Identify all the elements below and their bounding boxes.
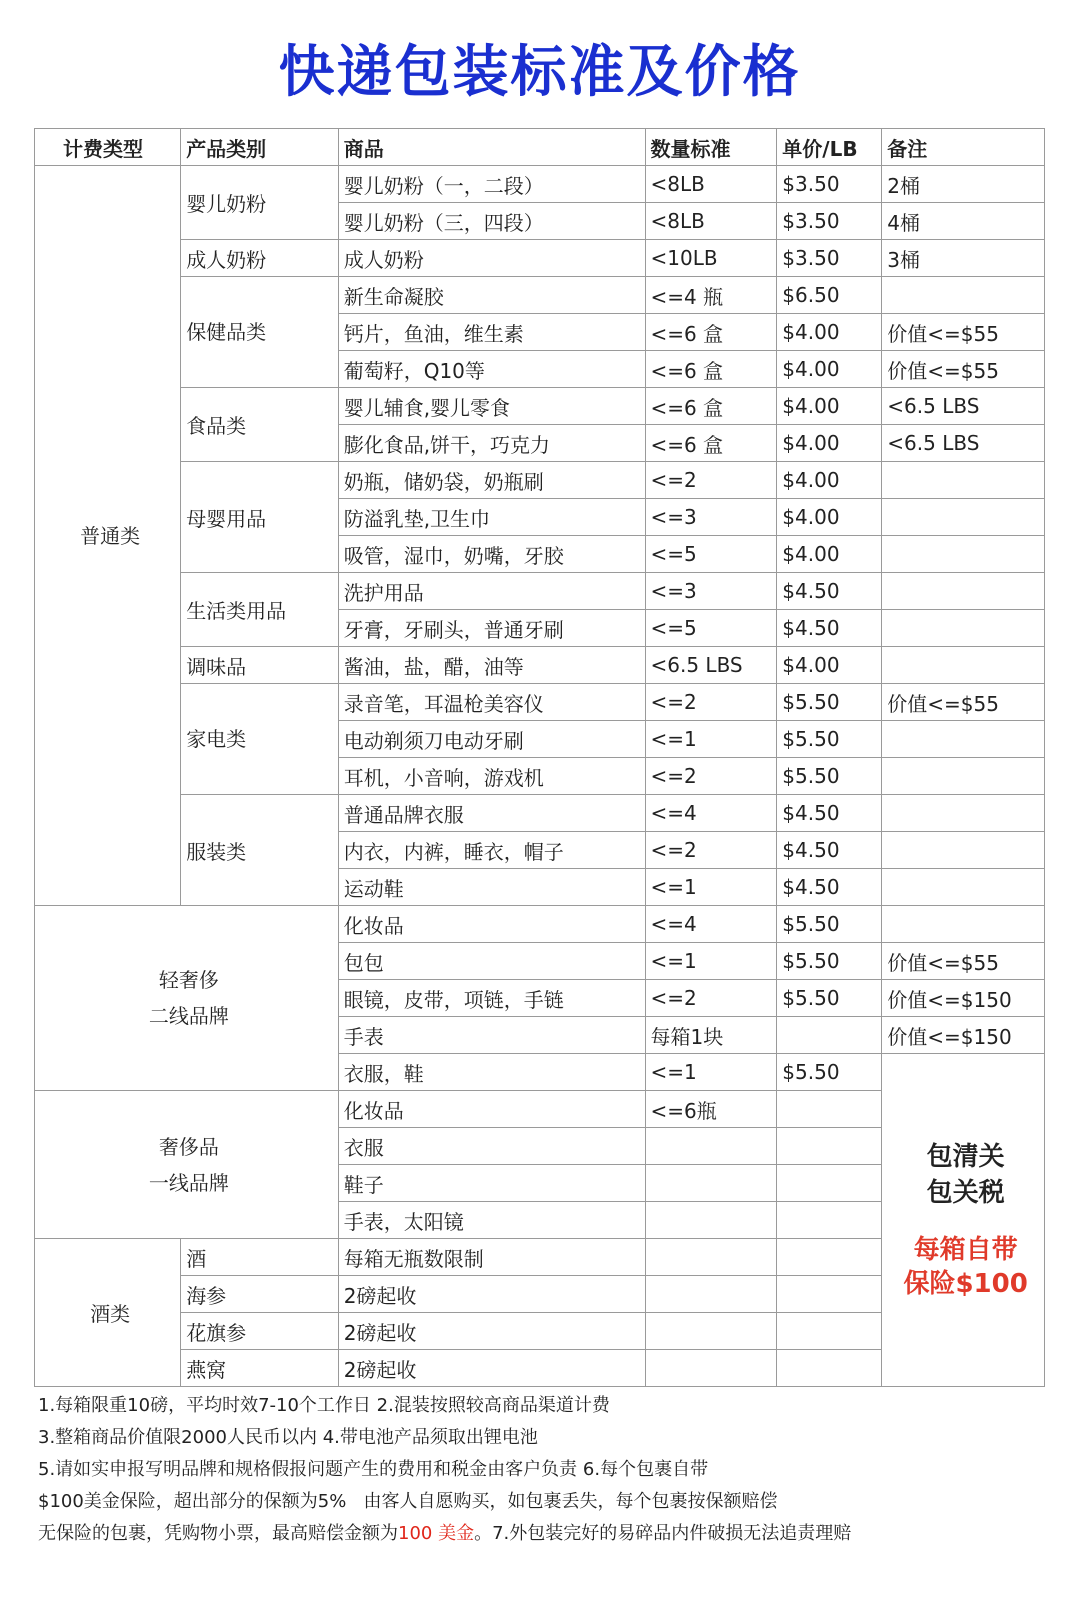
price-cell: $4.50 <box>777 832 882 869</box>
item-cell: 婴儿奶粉（一，二段） <box>338 166 645 203</box>
item-cell: 婴儿辅食,婴儿零食 <box>338 388 645 425</box>
header-item: 商品 <box>338 129 645 166</box>
item-cell: 电动剃须刀电动牙刷 <box>338 721 645 758</box>
item-cell: 耳机，小音响，游戏机 <box>338 758 645 795</box>
note-cell <box>882 277 1045 314</box>
item-cell: 内衣，内裤，睡衣，帽子 <box>338 832 645 869</box>
table-row <box>35 906 1045 943</box>
note-cell <box>882 573 1045 610</box>
item-cell: 2磅起收 <box>338 1350 645 1387</box>
price-cell: $4.00 <box>777 462 882 499</box>
price-cell: $4.00 <box>777 425 882 462</box>
table-row <box>35 647 1045 684</box>
qty-cell: <=6 盒 <box>645 425 777 462</box>
price-cell <box>777 1276 882 1313</box>
price-cell <box>777 1239 882 1276</box>
price-cell: $5.50 <box>777 906 882 943</box>
price-cell <box>777 1017 882 1054</box>
price-cell: $6.50 <box>777 277 882 314</box>
qty-cell: <=2 <box>645 462 777 499</box>
item-cell: 婴儿奶粉（三，四段） <box>338 203 645 240</box>
note-cell <box>882 795 1045 832</box>
qty-cell: <=2 <box>645 684 777 721</box>
note-cell <box>882 869 1045 906</box>
note-cell <box>882 647 1045 684</box>
category-maternal: 母婴用品 <box>181 462 339 573</box>
price-cell <box>777 1313 882 1350</box>
price-cell: $4.50 <box>777 795 882 832</box>
item-cell: 衣服，鞋 <box>338 1054 645 1091</box>
note-cell: 价值<=$55 <box>882 314 1045 351</box>
category-appliance: 家电类 <box>181 684 339 795</box>
price-cell <box>777 1091 882 1128</box>
header-billing-type: 计费类型 <box>35 129 181 166</box>
item-cell: 奶瓶，储奶袋，奶瓶刷 <box>338 462 645 499</box>
item-cell: 手表，太阳镜 <box>338 1202 645 1239</box>
item-cell: 膨化食品,饼干，巧克力 <box>338 425 645 462</box>
category-clothing: 服装类 <box>181 795 339 906</box>
note-cell <box>882 758 1045 795</box>
qty-cell: <=5 <box>645 536 777 573</box>
qty-cell <box>645 1165 777 1202</box>
qty-cell: <10LB <box>645 240 777 277</box>
price-cell <box>777 1165 882 1202</box>
note-cell <box>882 610 1045 647</box>
table-row <box>35 795 1045 832</box>
item-cell: 2磅起收 <box>338 1313 645 1350</box>
note-cell <box>882 721 1045 758</box>
note-cell <box>882 906 1045 943</box>
note-cell <box>882 832 1045 869</box>
group-light-luxury-line2: 二线品牌 <box>148 1004 229 1028</box>
item-cell: 酱油，盐，醋，油等 <box>338 647 645 684</box>
qty-cell <box>645 1128 777 1165</box>
price-cell: $4.00 <box>777 499 882 536</box>
note-line: $100美金保险，超出部分的保额为5% 由客人自愿购买，如包裹丢失，每个包裹按保额赔偿 <box>38 1491 778 1512</box>
terms-notes <box>38 1390 1048 1550</box>
qty-cell: <8LB <box>645 203 777 240</box>
table-row <box>35 277 1045 314</box>
qty-cell <box>645 1276 777 1313</box>
price-cell: $5.50 <box>777 943 882 980</box>
qty-cell: <=2 <box>645 758 777 795</box>
item-cell: 钙片，鱼油，维生素 <box>338 314 645 351</box>
price-cell: $5.50 <box>777 721 882 758</box>
category-food: 食品类 <box>181 388 339 462</box>
price-cell: $5.50 <box>777 758 882 795</box>
category-infant-formula: 婴儿奶粉 <box>181 166 339 240</box>
price-cell: $3.50 <box>777 203 882 240</box>
item-cell: 每箱无瓶数限制 <box>338 1239 645 1276</box>
table-row <box>35 240 1045 277</box>
note-text: 无保险的包裹，凭购物小票，最高赔偿金额为 <box>38 1523 398 1544</box>
category-adult-formula: 成人奶粉 <box>181 240 339 277</box>
group-liquor: 酒类 <box>35 1239 181 1387</box>
qty-cell: <=1 <box>645 721 777 758</box>
category-daily: 生活类用品 <box>181 573 339 647</box>
table-row <box>35 166 1045 203</box>
price-cell: $4.00 <box>777 388 882 425</box>
price-cell <box>777 1128 882 1165</box>
item-cell: 眼镜，皮带，项链，手链 <box>338 980 645 1017</box>
header-unit-price: 单价/LB <box>777 129 882 166</box>
qty-cell: <=1 <box>645 943 777 980</box>
price-cell: $5.50 <box>777 1054 882 1091</box>
qty-cell: <8LB <box>645 166 777 203</box>
price-cell: $5.50 <box>777 980 882 1017</box>
qty-cell: <=4 <box>645 795 777 832</box>
note-cell: <6.5 LBS <box>882 388 1045 425</box>
item-cell: 录音笔，耳温枪美容仪 <box>338 684 645 721</box>
item-cell: 防溢乳垫,卫生巾 <box>338 499 645 536</box>
group-normal: 普通类 <box>35 166 181 906</box>
qty-cell: <=2 <box>645 980 777 1017</box>
item-cell: 手表 <box>338 1017 645 1054</box>
qty-cell: <=6 盒 <box>645 351 777 388</box>
note-cell: 2桶 <box>882 166 1045 203</box>
table-row <box>35 388 1045 425</box>
qty-cell: 每箱1块 <box>645 1017 777 1054</box>
item-cell: 新生命凝胶 <box>338 277 645 314</box>
note-cell: 价值<=$55 <box>882 943 1045 980</box>
max-compensation: 100 美金 <box>398 1523 475 1544</box>
note-cell: 价值<=$150 <box>882 980 1045 1017</box>
qty-cell: <=3 <box>645 573 777 610</box>
qty-cell: <=1 <box>645 869 777 906</box>
note-cell: <6.5 LBS <box>882 425 1045 462</box>
price-cell: $4.50 <box>777 610 882 647</box>
item-cell: 衣服 <box>338 1128 645 1165</box>
note-cell: 3桶 <box>882 240 1045 277</box>
table-row <box>35 462 1045 499</box>
price-cell <box>777 1350 882 1387</box>
category-sea-cucumber: 海参 <box>181 1276 339 1313</box>
price-cell: $4.00 <box>777 536 882 573</box>
price-cell: $5.50 <box>777 684 882 721</box>
item-cell: 葡萄籽，Q10等 <box>338 351 645 388</box>
qty-cell <box>645 1202 777 1239</box>
item-cell: 普通品牌衣服 <box>338 795 645 832</box>
group-light-luxury-line1: 轻奢侈 <box>158 968 219 992</box>
promo-insurance-line1: 每箱自带 <box>913 1235 1018 1265</box>
price-cell: $4.00 <box>777 351 882 388</box>
price-cell: $3.50 <box>777 166 882 203</box>
item-cell: 化妆品 <box>338 1091 645 1128</box>
qty-cell: <6.5 LBS <box>645 647 777 684</box>
item-cell: 洗护用品 <box>338 573 645 610</box>
table-header-row <box>35 129 1045 166</box>
price-cell: $4.50 <box>777 869 882 906</box>
price-cell <box>777 1202 882 1239</box>
qty-cell <box>645 1350 777 1387</box>
qty-cell: <=1 <box>645 1054 777 1091</box>
note-line: 5.请如实申报写明品牌和规格假报问题产生的费用和税金由客户负责 6.每个包裹自带 <box>38 1459 709 1480</box>
qty-cell: <=4 <box>645 906 777 943</box>
page-title: 快递包装标准及价格 <box>278 40 801 105</box>
item-cell: 运动鞋 <box>338 869 645 906</box>
note-line <box>38 1518 1048 1550</box>
category-birds-nest: 燕窝 <box>181 1350 339 1387</box>
item-cell: 化妆品 <box>338 906 645 943</box>
price-cell: $4.00 <box>777 647 882 684</box>
qty-cell: <=3 <box>645 499 777 536</box>
note-cell: 价值<=$55 <box>882 351 1045 388</box>
category-seasoning: 调味品 <box>181 647 339 684</box>
qty-cell <box>645 1239 777 1276</box>
price-table <box>34 128 1045 1387</box>
qty-cell <box>645 1313 777 1350</box>
note-cell: 价值<=$150 <box>882 1017 1045 1054</box>
category-health: 保健品类 <box>181 277 339 388</box>
promo-customs: 包清关 <box>926 1142 1005 1172</box>
header-quantity: 数量标准 <box>645 129 777 166</box>
note-cell: 价值<=$55 <box>882 684 1045 721</box>
group-light-luxury <box>35 906 339 1091</box>
table-row <box>35 684 1045 721</box>
header-notes: 备注 <box>882 129 1045 166</box>
header-product-category: 产品类别 <box>181 129 339 166</box>
item-cell: 牙膏，牙刷头，普通牙刷 <box>338 610 645 647</box>
qty-cell: <=6 盒 <box>645 388 777 425</box>
item-cell: 2磅起收 <box>338 1276 645 1313</box>
group-luxury <box>35 1091 339 1239</box>
note-cell: 4桶 <box>882 203 1045 240</box>
group-luxury-line2: 一线品牌 <box>148 1170 229 1195</box>
category-wine: 酒 <box>181 1239 339 1276</box>
qty-cell: <=6瓶 <box>645 1091 777 1128</box>
group-luxury-line1: 奢侈品 <box>158 1134 219 1159</box>
qty-cell: <=5 <box>645 610 777 647</box>
category-ginseng: 花旗参 <box>181 1313 339 1350</box>
note-cell <box>882 499 1045 536</box>
note-line: 1.每箱限重10磅，平均时效7-10个工作日 2.混装按照较高商品渠道计费 <box>38 1395 610 1416</box>
qty-cell: <=6 盒 <box>645 314 777 351</box>
item-cell: 吸管，湿巾，奶嘴，牙胶 <box>338 536 645 573</box>
price-cell: $3.50 <box>777 240 882 277</box>
promo-cell <box>882 1054 1045 1387</box>
item-cell: 包包 <box>338 943 645 980</box>
note-line: 3.整箱商品价值限2000人民币以内 4.带电池产品须取出锂电池 <box>38 1427 538 1448</box>
qty-cell: <=4 瓶 <box>645 277 777 314</box>
promo-insurance-line2: 保险$100 <box>903 1269 1028 1299</box>
note-cell <box>882 462 1045 499</box>
note-cell <box>882 536 1045 573</box>
table-row <box>35 573 1045 610</box>
price-cell: $4.00 <box>777 314 882 351</box>
item-cell: 鞋子 <box>338 1165 645 1202</box>
promo-tax: 包关税 <box>926 1178 1005 1208</box>
item-cell: 成人奶粉 <box>338 240 645 277</box>
price-cell: $4.50 <box>777 573 882 610</box>
note-text: 。7.外包装完好的易碎品内件破损无法追责理赔 <box>474 1523 852 1544</box>
qty-cell: <=2 <box>645 832 777 869</box>
